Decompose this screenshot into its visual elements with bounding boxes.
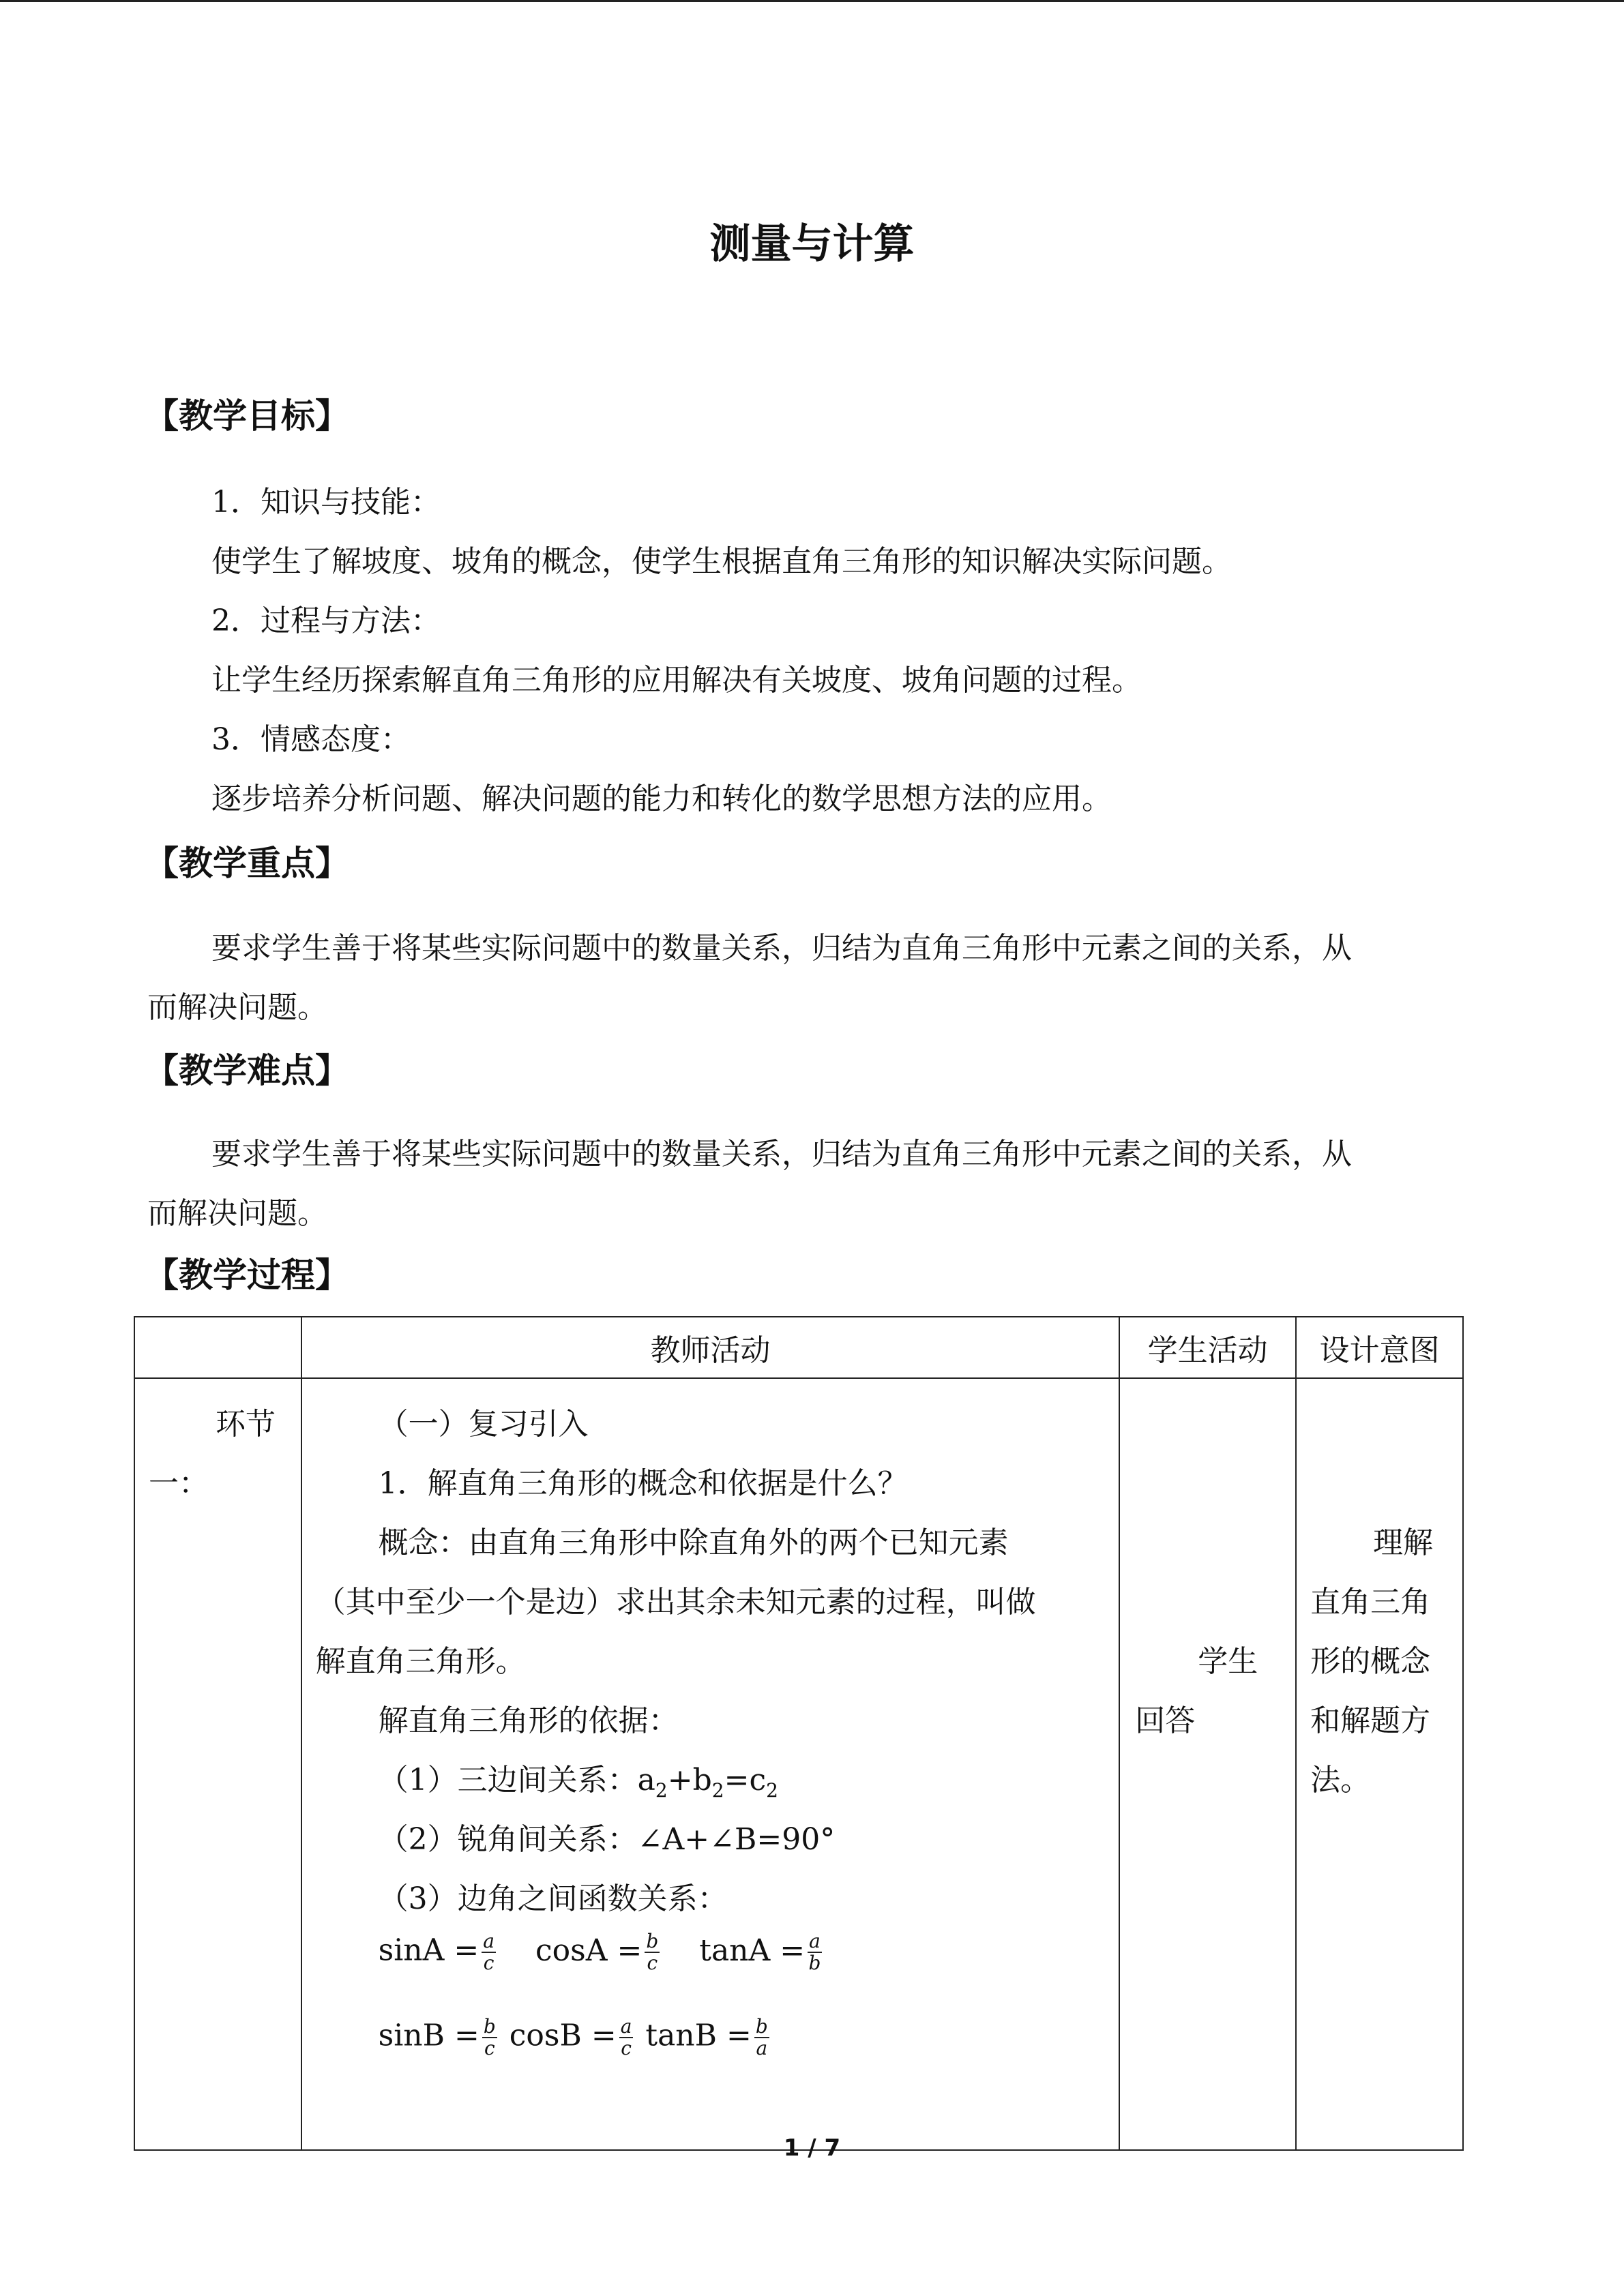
teacher-line: （2）锐角间关系：∠A+∠B=90° <box>378 1822 836 1857</box>
goal-line: 1．知识与技能： <box>211 485 441 520</box>
teacher-line: 解直角三角形的依据： <box>378 1703 679 1738</box>
intent-text: 法。 <box>1310 1763 1371 1798</box>
table-header-row <box>134 1317 1463 1378</box>
teacher-activity-cell <box>301 1378 1120 2150</box>
design-intent-cell <box>1296 1378 1463 2150</box>
intent-text: 理解 <box>1373 1525 1434 1560</box>
goal-line: 逐步培养分析问题、解决问题的能力和转化的数学思想方法的应用。 <box>211 781 1112 816</box>
document-title: 测量与计算 <box>709 220 915 268</box>
key-point-text: 要求学生善于将某些实际问题中的数量关系，归结为直角三角形中元素之间的关系，从 <box>211 931 1352 966</box>
intent-text: 形的概念 <box>1310 1644 1431 1679</box>
teacher-line: 解直角三角形。 <box>315 1644 526 1679</box>
teacher-line: （3）边角之间函数关系： <box>378 1881 728 1916</box>
formula-line-b: sinB = $\frac{b}{c}$ cosB = $\frac{a}{c}$ tanB = $\frac{b}{a}$ <box>378 2015 768 2059</box>
teacher-line: 1．解直角三角形的概念和依据是什么？ <box>378 1466 908 1501</box>
process-table <box>134 1316 1464 2151</box>
intent-text: 直角三角 <box>1310 1585 1431 1620</box>
goal-line: 2．过程与方法： <box>211 603 441 638</box>
student-activity-cell <box>1119 1378 1296 2150</box>
student-text: 回答 <box>1135 1703 1196 1738</box>
student-text: 学生 <box>1198 1644 1258 1679</box>
key-point-text: 而解决问题。 <box>147 990 327 1025</box>
section-heading-key: 【教学重点】 <box>145 844 349 883</box>
teacher-line: 概念：由直角三角形中除直角外的两个已知元素 <box>378 1525 1009 1560</box>
fraction: $\frac{b}{c}$ <box>646 1930 659 1974</box>
page-number: 1 / 7 <box>783 2134 841 2162</box>
fraction: $\frac{b}{a}$ <box>755 2015 768 2059</box>
section-heading-process: 【教学过程】 <box>145 1255 349 1295</box>
header-cell-student: 学生活动 <box>1119 1317 1296 1378</box>
table-row <box>134 1378 1463 2150</box>
section-heading-goals: 【教学目标】 <box>145 396 349 436</box>
formula-line-a: sinA = $\frac{a}{c}$ cosA = $\frac{b}{c}$ tanA = $\frac{a}{b}$ <box>378 1930 821 1974</box>
stage-label: 环节 <box>216 1407 276 1442</box>
teacher-line: （其中至少一个是边）求出其余未知元素的过程，叫做 <box>315 1585 1036 1620</box>
difficulty-text: 要求学生善于将某些实际问题中的数量关系，归结为直角三角形中元素之间的关系，从 <box>211 1137 1352 1172</box>
fraction: $\frac{a}{b}$ <box>808 1930 821 1974</box>
fraction: $\frac{a}{c}$ <box>620 2015 632 2059</box>
header-cell-intent: 设计意图 <box>1296 1317 1463 1378</box>
stage-label: 一： <box>149 1466 209 1501</box>
goal-line: 3．情感态度： <box>211 722 411 757</box>
page-top-border <box>0 0 1624 2</box>
difficulty-text: 而解决问题。 <box>147 1196 327 1231</box>
pythagoras-line: （1）三边间关系：$a_2+b_2=c_2$ <box>378 1763 778 1802</box>
header-cell-stage <box>134 1317 301 1378</box>
goal-line: 让学生经历探索解直角三角形的应用解决有关坡度、坡角问题的过程。 <box>211 663 1142 698</box>
header-cell-teacher: 教师活动 <box>301 1317 1120 1378</box>
intent-text: 和解题方 <box>1310 1703 1431 1738</box>
fraction: $\frac{a}{c}$ <box>483 1930 494 1974</box>
teacher-line: （一）复习引入 <box>378 1407 589 1442</box>
section-heading-difficulty: 【教学难点】 <box>145 1051 349 1090</box>
goal-line: 使学生了解坡度、坡角的概念，使学生根据直角三角形的知识解决实际问题。 <box>211 544 1232 579</box>
stage-cell <box>134 1378 301 2150</box>
fraction: $\frac{b}{c}$ <box>483 2015 496 2059</box>
